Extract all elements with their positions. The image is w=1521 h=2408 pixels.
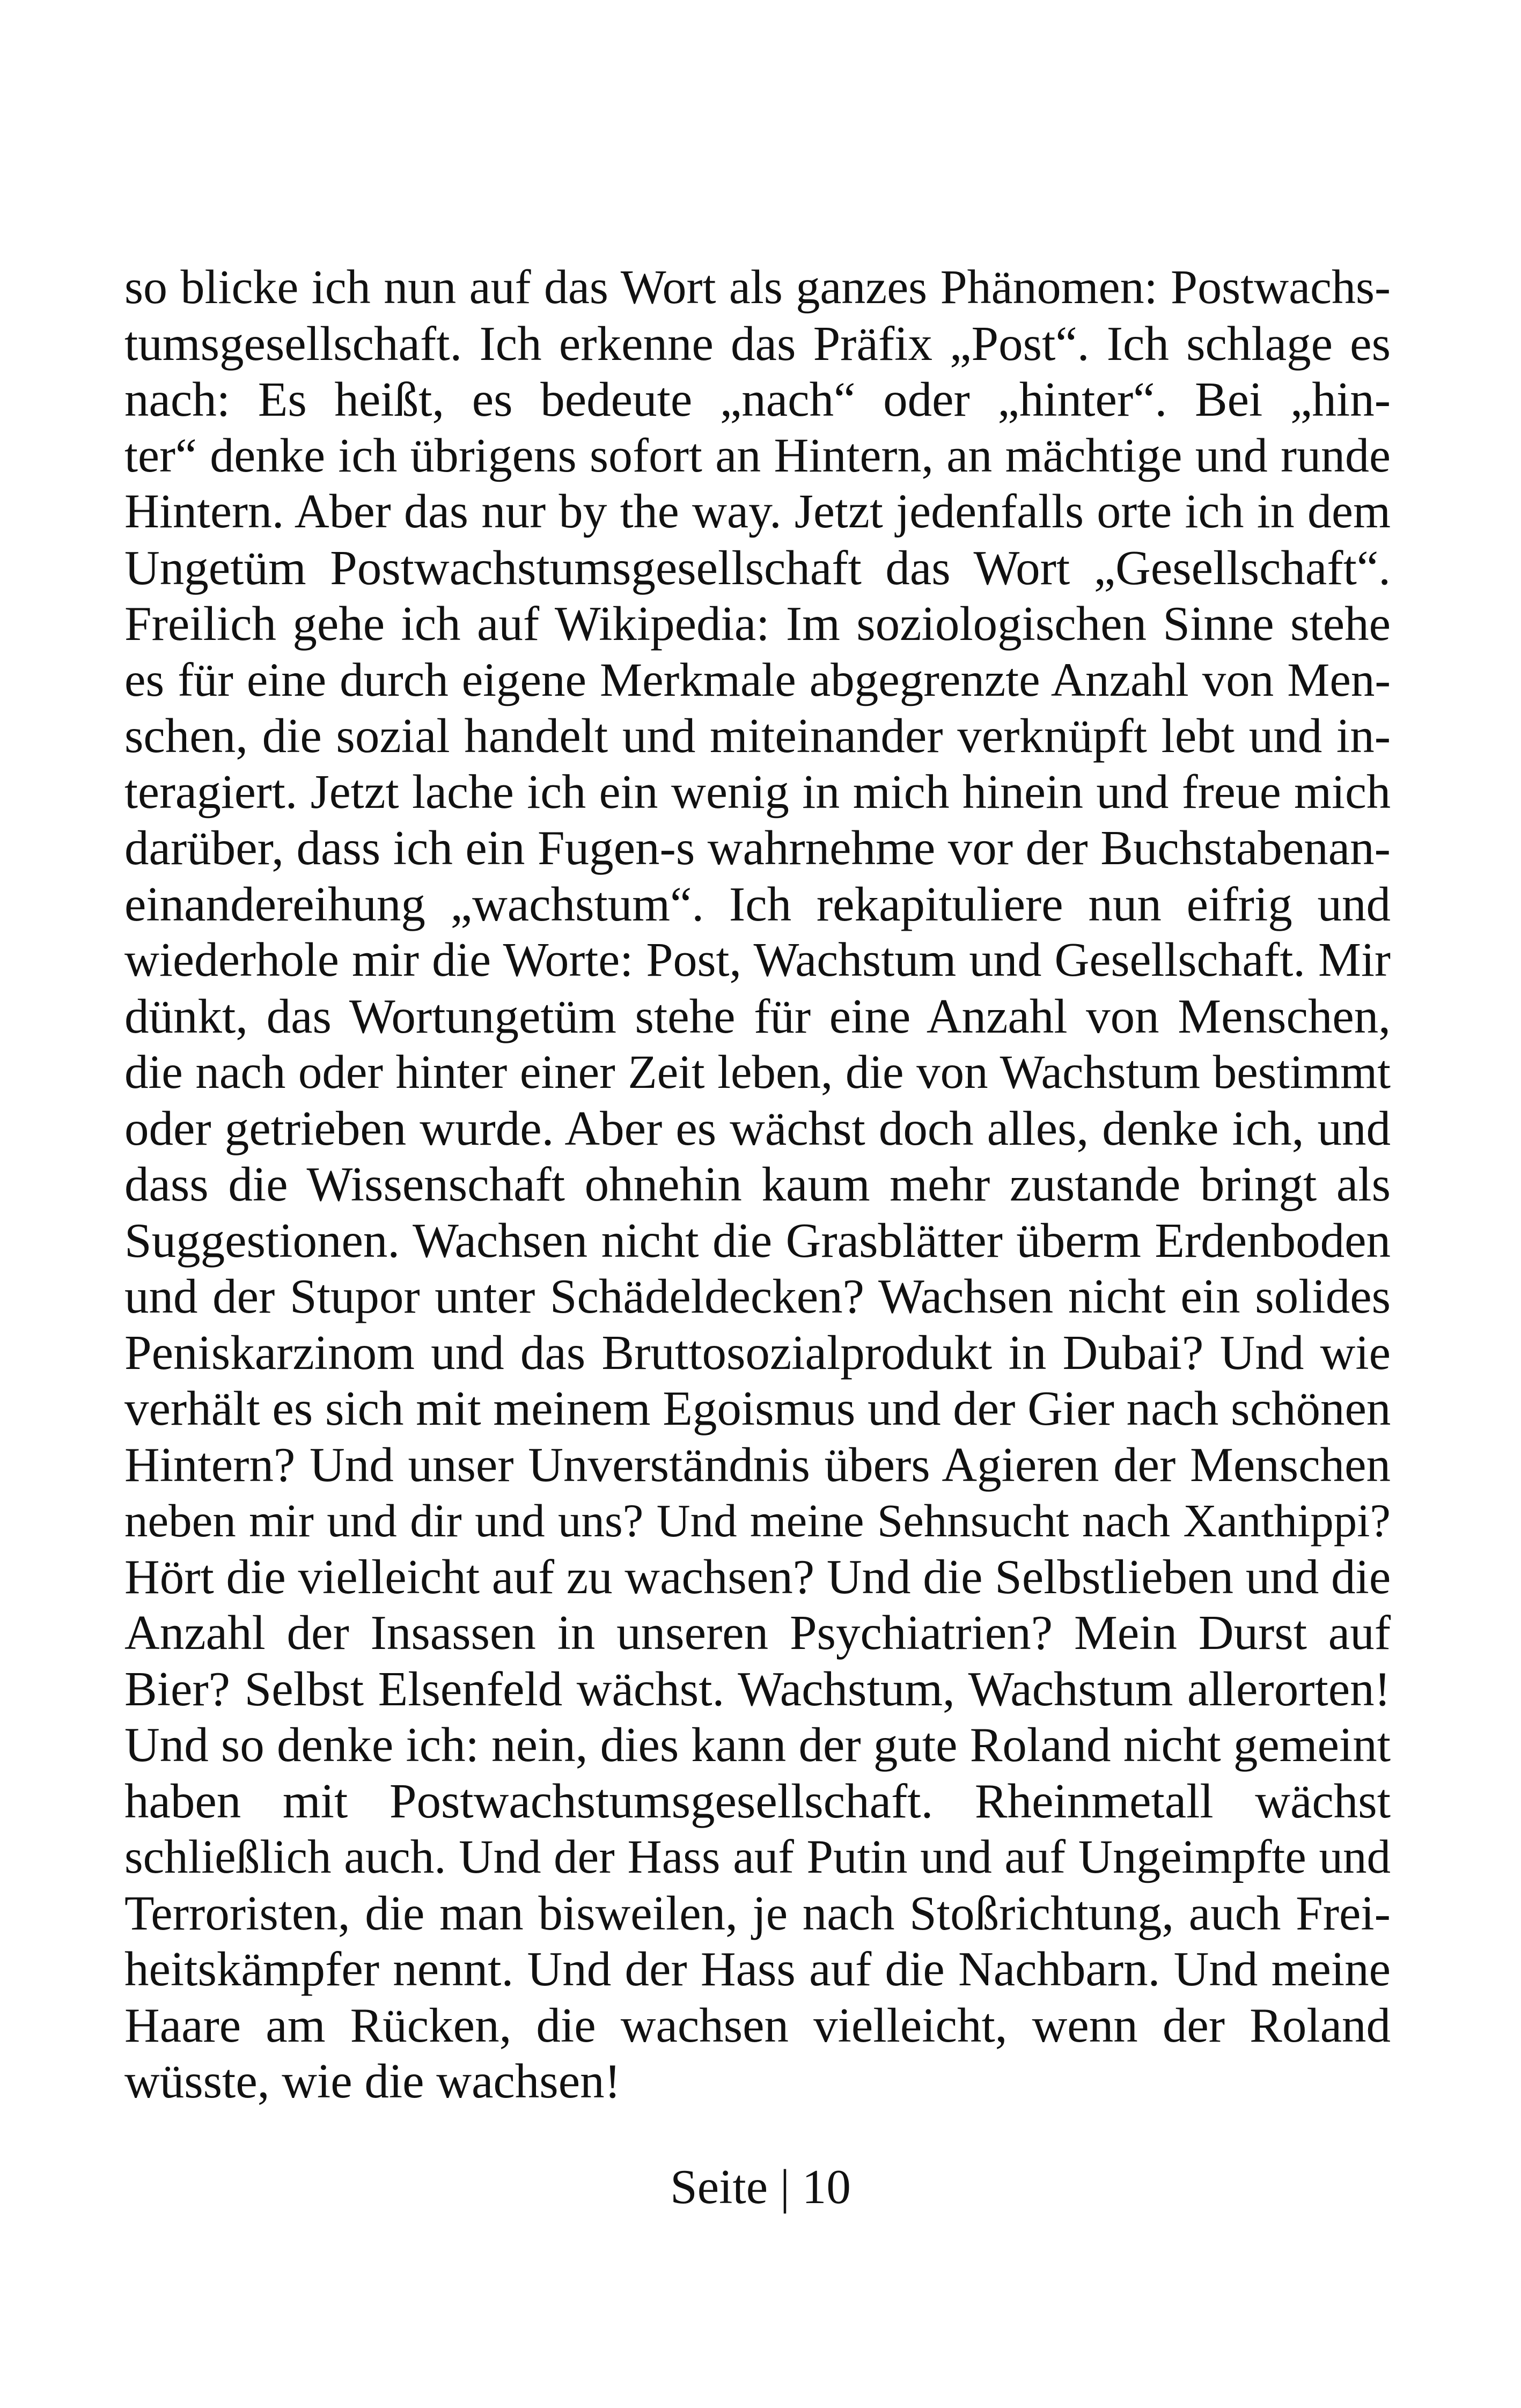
text-line: darüber, dass ich ein Fugen-s wahrnehme vor der Buchstabenan- (124, 821, 1391, 875)
text-line: Hintern? Und unser Unverständnis übers Agieren der Menschen (124, 1437, 1391, 1492)
text-line: einandereihung „wachstum“. Ich rekapituliere nun eifrig und (124, 877, 1391, 931)
text-line: verhält es sich mit meinem Egoismus und der Gier nach schönen (124, 1381, 1391, 1435)
text-line: nach: Es heißt, es bedeute „nach“ oder „hinter“. Bei „hin- (124, 372, 1391, 426)
text-line: Freilich gehe ich auf Wikipedia: Im soziologischen Sinne stehe (124, 597, 1391, 651)
text-line: oder getrieben wurde. Aber es wächst doch alles, denke ich, und (124, 1101, 1391, 1155)
page-number: Seite | 10 (670, 2160, 851, 2214)
text-line: neben mir und dir und uns? Und meine Sehnsucht nach Xanthippi? (124, 1494, 1391, 1547)
text-line: ter“ denke ich übrigens sofort an Hintern, an mächtige und runde (124, 429, 1391, 482)
body-text (124, 260, 1391, 2110)
text-line: heitskämpfer nennt. Und der Hass auf die Nachbarn. Und meine (124, 1942, 1391, 1996)
text-line: Bier? Selbst Elsenfeld wächst. Wachstum, Wachstum allerorten! (124, 1661, 1391, 1716)
text-line: Und so denke ich: nein, dies kann der gute Roland nicht gemeint (124, 1718, 1391, 1772)
text-line: schließlich auch. Und der Hass auf Putin und auf Ungeimpfte und (124, 1831, 1391, 1883)
text-line: wüsste, wie die wachsen! (124, 2054, 621, 2108)
text-line: Terroristen, die man bisweilen, je nach Stoßrichtung, auch Frei- (124, 1886, 1391, 1940)
text-line: Haare am Rücken, die wachsen vielleicht, wenn der Roland (124, 1998, 1391, 2052)
text-line: so blicke ich nun auf das Wort als ganzes Phänomen: Postwachs- (124, 261, 1391, 314)
text-line: Peniskarzinom und das Bruttosozialprodukt in Dubai? Und wie (124, 1325, 1391, 1380)
text-line: die nach oder hinter einer Zeit leben, die von Wachstum bestimmt (124, 1046, 1391, 1099)
text-line: Suggestionen. Wachsen nicht die Grasblätter überm Erdenboden (124, 1213, 1391, 1268)
text-line: Ungetüm Postwachstumsgesellschaft das Wort „Gesellschaft“. (124, 540, 1391, 595)
text-line: Hört die vielleicht auf zu wachsen? Und die Selbstlieben und die (124, 1549, 1391, 1604)
text-line: dass die Wissenschaft ohnehin kaum mehr zustande bringt als (124, 1157, 1391, 1211)
text-line: Anzahl der Insassen in unseren Psychiatrien? Mein Durst auf (124, 1606, 1391, 1660)
text-line: haben mit Postwachstumsgesellschaft. Rheinmetall wächst (124, 1773, 1391, 1828)
text-line: dünkt, das Wortungetüm stehe für eine Anzahl von Menschen, (124, 989, 1391, 1043)
text-line: es für eine durch eigene Merkmale abgegrenzte Anzahl von Men- (124, 653, 1391, 706)
text-line: tumsgesellschaft. Ich erkenne das Präfix „Post“. Ich schlage es (124, 316, 1391, 371)
text-line: teragiert. Jetzt lache ich ein wenig in mich hinein und freue mich (124, 765, 1391, 819)
text-line: Hintern. Aber das nur by the way. Jetzt jedenfalls orte ich in dem (124, 485, 1391, 538)
text-line: schen, die sozial handelt und miteinander verknüpft lebt und in- (124, 709, 1391, 763)
text-line: wiederhole mir die Worte: Post, Wachstum und Gesellschaft. Mir (124, 933, 1391, 986)
text-line: und der Stupor unter Schädeldecken? Wachsen nicht ein solides (124, 1269, 1391, 1323)
